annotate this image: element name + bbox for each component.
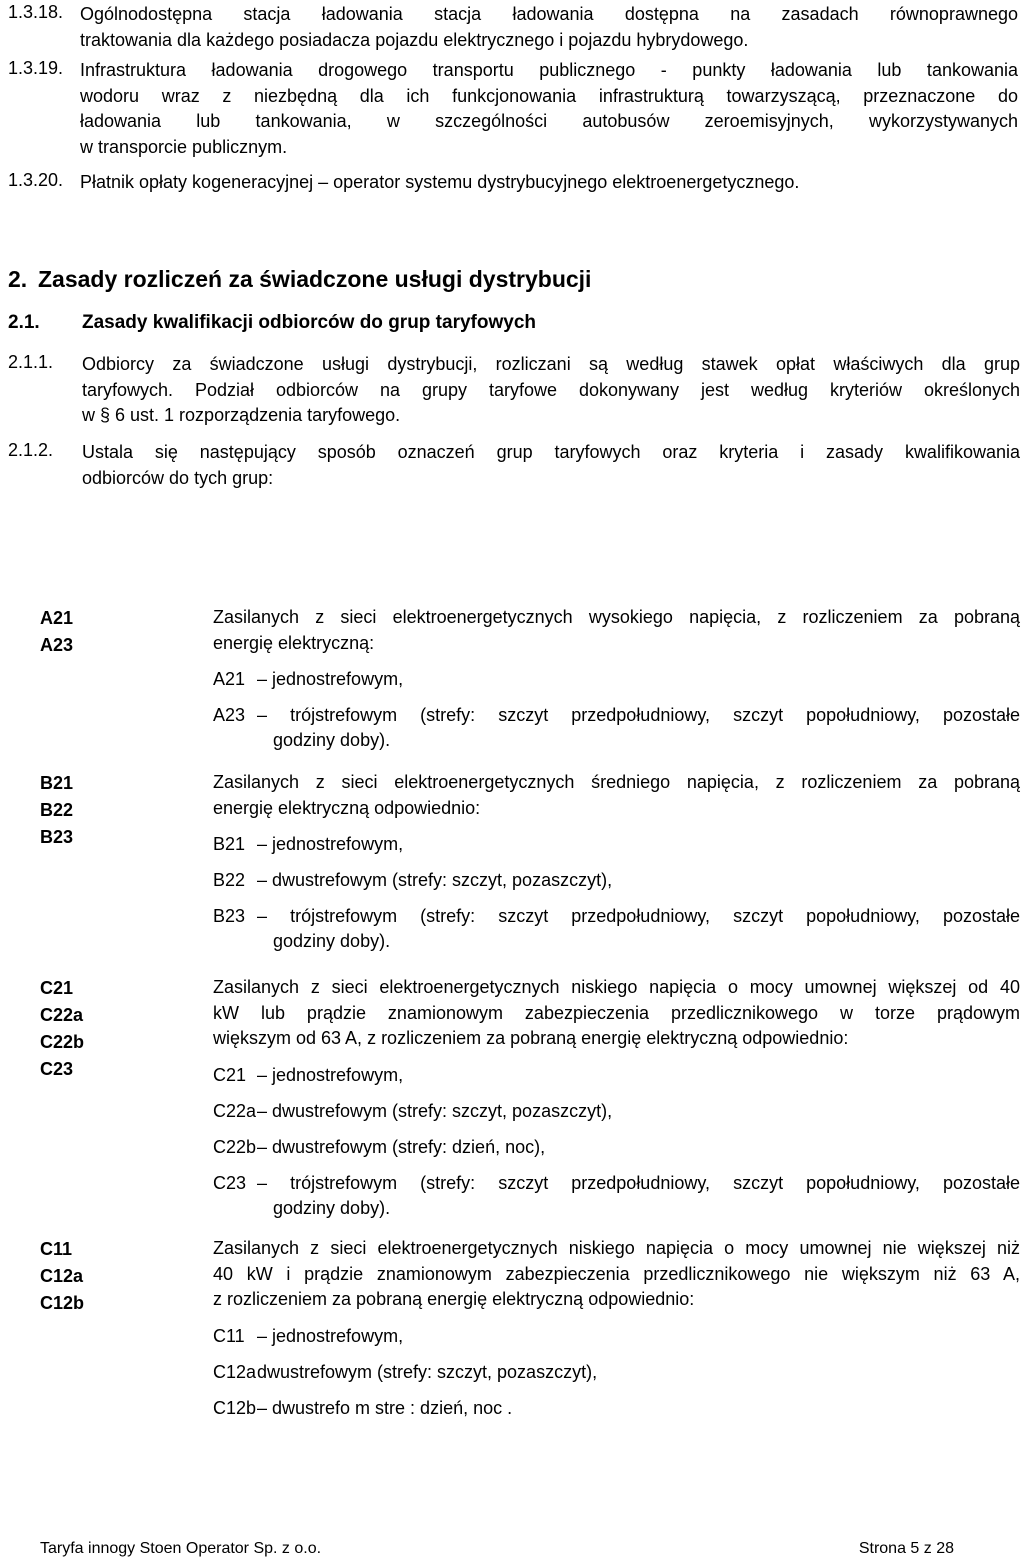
tariff-group-c2 (40, 975, 1020, 1221)
subsection-number: 2.1. (8, 312, 40, 333)
text-line: Płatnik opłaty kogeneracyjnej – operator systemu dystrybucyjnego elektroenergetycznego. (80, 172, 800, 192)
definition-text (80, 58, 1018, 160)
item-text: dwustrefowym (strefy: szczyt, pozaszczyt), (257, 1361, 598, 1382)
section-number: 2. (8, 266, 28, 292)
item-code: B22 (213, 870, 246, 890)
text-line: w § 6 ust. 1 rozporządzenia taryfowego. (82, 405, 401, 425)
group-code: C11 (40, 1239, 73, 1259)
group-description (213, 770, 1020, 821)
section-heading (8, 266, 591, 293)
item-text: – trójstrefowym (strefy: szczyt przedpołudniowy, szczyt popołudniowy, pozostałe (257, 1172, 1020, 1193)
definition-text (80, 2, 1018, 53)
paragraph-number: 2.1.1. (8, 352, 54, 372)
item-code: C12b (213, 1397, 257, 1418)
text-line: 40 kW i prądzie znamionowym zabezpieczenia przedlicznikowego nie większym niż 63 A, (213, 1263, 1020, 1284)
group-code: A23 (40, 635, 74, 655)
group-item (213, 868, 1020, 893)
group-items (213, 667, 1020, 753)
group-description (213, 975, 1020, 1052)
text-line: traktowania dla każdego posiadacza pojazdu elektrycznego i pojazdu hybrydowego. (80, 29, 749, 50)
text-line: Zasilanych z sieci elektroenergetycznych niskiego napięcia o mocy umownej nie większej niż (213, 1238, 1020, 1258)
subsection-title: Zasady kwalifikacji odbiorców do grup taryfowych (82, 312, 536, 333)
item-text: – dwustrefowym (strefy: dzień, noc), (257, 1136, 546, 1157)
group-code: C21 (40, 978, 74, 998)
text-line: energię elektryczną odpowiednio: (213, 797, 481, 818)
group-description (213, 605, 1020, 656)
subsection-heading (8, 312, 536, 334)
item-continuation: godziny doby). (273, 931, 391, 951)
group-item (213, 832, 1020, 857)
paragraph-text (82, 352, 1020, 429)
text-line: w transporcie publicznym. (80, 136, 288, 157)
item-code: C22a (213, 1100, 257, 1121)
definition-1-3-20 (8, 170, 1018, 196)
definition-text (80, 170, 1018, 196)
group-item (213, 1099, 1020, 1124)
text-line: kW lub prądzie znamionowym zabezpieczenia przedlicznikowego w torze prądowym (213, 1002, 1020, 1023)
group-item (213, 1324, 1020, 1349)
definition-number: 1.3.20. (8, 170, 64, 190)
item-text: – trójstrefowym (strefy: szczyt przedpołudniowy, szczyt popołudniowy, pozostałe (257, 906, 1020, 926)
group-codes (40, 605, 73, 659)
definition-1-3-19 (8, 58, 1018, 160)
tariff-group-c1 (40, 1236, 1020, 1421)
text-line: z rozliczeniem za pobraną energię elektryczną odpowiednio: (213, 1289, 695, 1309)
paragraph-text (82, 440, 1020, 491)
group-code: C12b (40, 1293, 85, 1313)
group-item (213, 904, 1020, 954)
text-line: większym od 63 A, z rozliczeniem za pobraną energię elektryczną odpowiednio: (213, 1028, 849, 1048)
paragraph-2-1-2 (8, 440, 1020, 491)
group-code: C23 (40, 1059, 74, 1079)
item-code: C11 (213, 1325, 245, 1346)
paragraph-number: 2.1.2. (8, 440, 54, 460)
group-code: C22a (40, 1005, 84, 1025)
group-codes (40, 975, 84, 1083)
definition-number: 1.3.19. (8, 58, 64, 78)
group-item (213, 1396, 1020, 1421)
tariff-group-b (40, 770, 1020, 954)
group-items (213, 832, 1020, 954)
text-line: ładowania lub tankowania, w szczególności autobusów zeroemisyjnych, wykorzystywanych (80, 111, 1018, 131)
item-text: – trójstrefowym (strefy: szczyt przedpołudniowy, szczyt popołudniowy, pozostałe (257, 705, 1020, 725)
item-code: C12a (213, 1361, 257, 1382)
item-code: B23 (213, 906, 246, 926)
group-item (213, 1171, 1020, 1221)
item-text: – jednostrefowym, (257, 834, 404, 854)
text-line: Odbiorcy za świadczone usługi dystrybucji, rozliczani są według stawek opłat właściwych dla grup (82, 354, 1020, 374)
item-code: C23 (213, 1172, 247, 1193)
group-item (213, 667, 1020, 692)
group-items (213, 1324, 1020, 1421)
text-line: wodoru wraz z niezbędną dla ich funkcjonowania infrastrukturą towarzyszącą, przeznaczone do (80, 85, 1018, 106)
text-line: odbiorców do tych grup: (82, 467, 274, 488)
item-code: A23 (213, 705, 246, 725)
item-continuation: godziny doby). (273, 1197, 391, 1218)
footer-document-title: Taryfa innogy Stoen Operator Sp. z o.o. (40, 1540, 322, 1557)
text-line: Zasilanych z sieci elektroenergetycznych niskiego napięcia o mocy umownej większej od 40 (213, 977, 1020, 997)
group-item (213, 1135, 1020, 1160)
group-codes (40, 770, 73, 851)
group-item (213, 1360, 1020, 1385)
item-code: B21 (213, 834, 246, 854)
group-code: B22 (40, 800, 74, 820)
group-code: B23 (40, 827, 74, 847)
tariff-group-a (40, 605, 1020, 753)
item-code: C21 (213, 1064, 247, 1085)
item-code: C22b (213, 1136, 257, 1157)
paragraph-2-1-1 (8, 352, 1020, 429)
item-code: A21 (213, 669, 246, 689)
group-codes (40, 1236, 84, 1317)
group-code: C22b (40, 1032, 85, 1052)
item-text: – dwustrefo m stre : dzień, noc . (257, 1397, 513, 1418)
text-line: Zasilanych z sieci elektroenergetycznych średniego napięcia, z rozliczeniem za pobraną (213, 772, 1020, 792)
item-text: – dwustrefowym (strefy: szczyt, pozaszczyt), (257, 870, 613, 890)
group-items (213, 1063, 1020, 1221)
item-text: – jednostrefowym, (257, 1064, 404, 1085)
item-text: – dwustrefowym (strefy: szczyt, pozaszczyt), (257, 1100, 613, 1121)
text-line: Infrastruktura ładowania drogowego transportu publicznego - punkty ładowania lub tankowania (80, 60, 1018, 80)
text-line: Zasilanych z sieci elektroenergetycznych wysokiego napięcia, z rozliczeniem za pobraną (213, 607, 1020, 627)
definition-number: 1.3.18. (8, 2, 64, 22)
text-line: taryfowych. Podział odbiorców na grupy taryfowe dokonywany jest według kryteriów określonych (82, 379, 1020, 400)
group-item (213, 703, 1020, 753)
section-title: Zasady rozliczeń za świadczone usługi dystrybucji (38, 266, 592, 292)
text-line: Ustala się następujący sposób oznaczeń grup taryfowych oraz kryteria i zasady kwalifikowania (82, 442, 1020, 462)
group-item (213, 1063, 1020, 1088)
definition-1-3-18 (8, 2, 1018, 53)
group-code: B21 (40, 773, 74, 793)
text-line: Ogólnodostępna stacja ładowania stacja ładowania dostępna na zasadach równoprawnego (80, 4, 1018, 24)
group-code: A21 (40, 608, 74, 628)
item-text: – jednostrefowym, (257, 669, 404, 689)
group-code: C12a (40, 1266, 84, 1286)
text-line: energię elektryczną: (213, 632, 375, 653)
item-continuation: godziny doby). (273, 730, 391, 750)
footer-page-number: Strona 5 z 28 (858, 1540, 954, 1557)
group-description (213, 1236, 1020, 1313)
item-text: – jednostrefowym, (257, 1325, 404, 1346)
